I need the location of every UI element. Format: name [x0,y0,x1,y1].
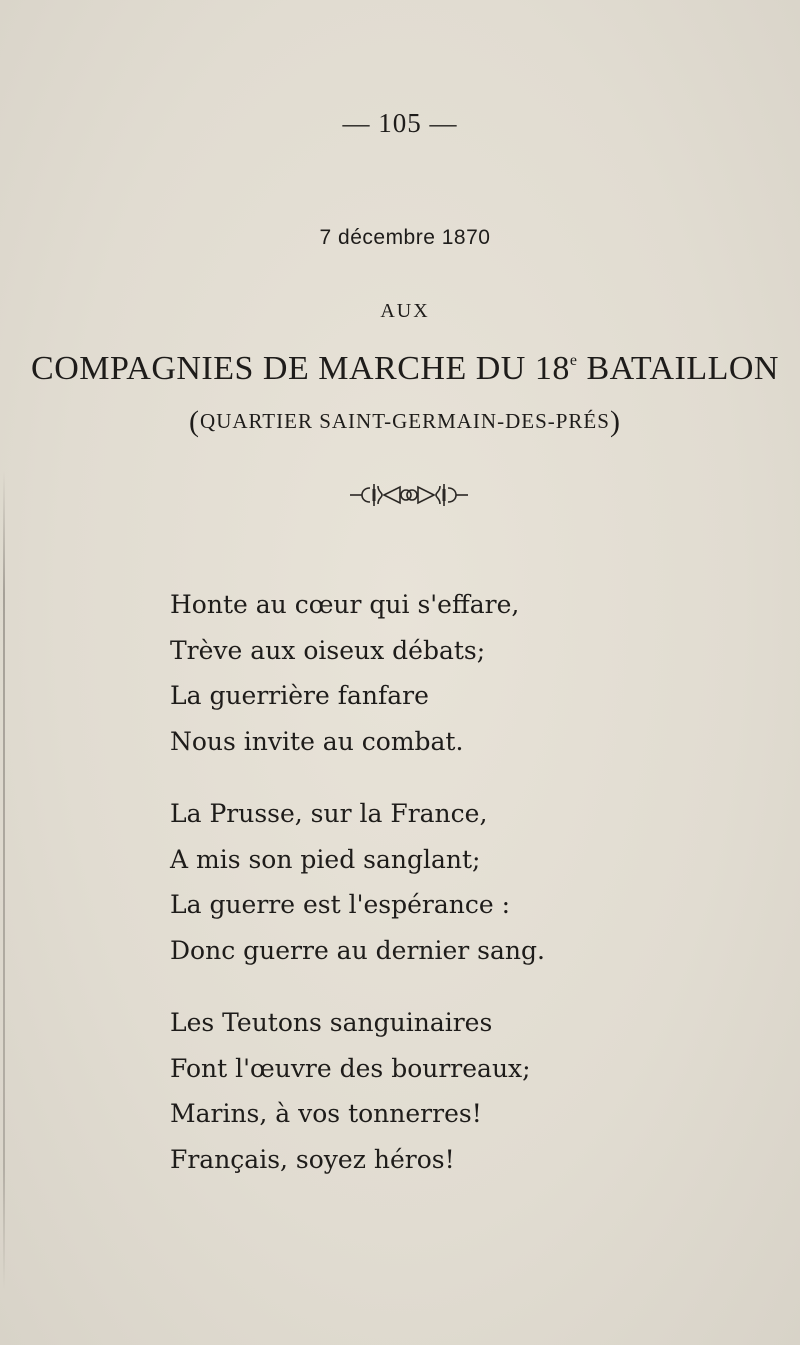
verse-line: Honte au cœur qui s'effare, [170,590,520,619]
verse-line: La guerrière fanfare [170,681,429,710]
stanza [170,791,730,973]
fleuron-ornament-icon [348,478,470,512]
page-number: — 105 — [342,108,458,138]
verse-line: Français, soyez héros! [170,1144,455,1174]
subtitle-close-paren: ) [609,405,621,438]
page-gutter-shadow [3,470,5,1290]
title-superscript: e [569,352,578,369]
verse-line: Les Teutons sanguinaires [170,1008,493,1037]
verse-line: A mis son pied sanglant; [170,844,481,874]
verse-line: Font l'œuvre des bourreaux; [170,1053,531,1083]
verse-line: La guerre est l'espérance : [170,890,511,919]
verse-line: Marins, à vos tonnerres! [170,1099,482,1128]
verse-line: Donc guerre au dernier sang. [170,935,545,965]
dedication-word: AUX [380,300,430,322]
stanza [170,1000,730,1182]
poem-title [0,350,800,388]
stanza [170,582,730,764]
verse-line: Trève aux oiseux débats; [170,635,486,665]
verse-line: Nous invite au combat. [170,726,464,756]
subtitle-text: QUARTIER SAINT-GERMAIN-DES-PRÉS [200,409,610,433]
poem-subtitle [0,405,800,439]
title-end-text: BATAILLON [577,350,779,387]
poem-body [170,582,730,1209]
subtitle-open-paren: ( [189,405,201,438]
poem-date: 7 décembre 1870 [319,226,491,249]
verse-line: La Prusse, sur la France, [170,799,488,828]
title-main-text: COMPAGNIES DE MARCHE DU 18 [31,350,570,387]
